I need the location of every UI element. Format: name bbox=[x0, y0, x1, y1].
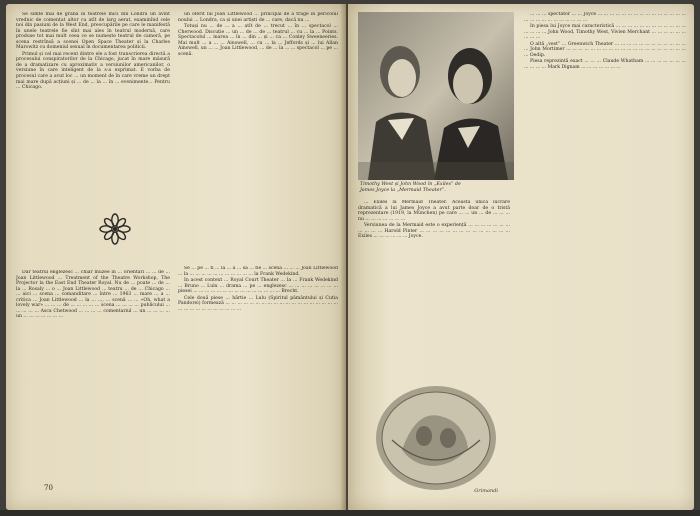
paragraph: Dar teatrul englezesc ... chiar muzee în ... orientări ... ... de ... Joan Littlewood ... Treatment of the Theatre Workshop, The Projector la the East End Theater Royal. Nu de ... poate ... de ... la ... Rosaly ... o ... Joan Littlewood ... teatru ... de ... Chicago ... ... aici ... scena ... comanditare ... între ... 1963 ... mare ... a ... critica ... Joan Littlewood ... la ... ..., ... scenă ... ... «Oh, what a lovely war» ... ... ... de ... ... ... ... ... scena ... ... ... ... publicului ... ... ... ... ... Asca Chetwood ... ... ... ... comentariul ... un ... ... ... ... un ... ... ... ... ... ... ... bbox=[16, 270, 170, 320]
photo-caption bbox=[360, 182, 516, 193]
paragraph: ... Exiles la Mermaid Theater. Această unică lucrare dramatică a lui James Joyce a avut parte doar de o tristă reprezentare (1919, la München) pe care ... ... un ... de ... ... ... nu ... ... ... ... ... ... ... bbox=[358, 200, 510, 222]
right-col-b bbox=[524, 12, 686, 500]
left-col2-top bbox=[178, 12, 338, 262]
photo-image bbox=[358, 12, 514, 180]
paragraph: ... ... ... spectator ... ... Joyce ... ... ... ... ... ... ... ... ... ... ... ... ... ... ... ... ... ... ... ... ... ... ... ... ... ... bbox=[524, 12, 686, 23]
caption-line: Timothy West și John Wood în „Exiles” de bbox=[360, 182, 461, 187]
paragraph: Totuși nu ... de ... a ... atît de ... trecut ... în ... spectacol ... Cherwood. Discuție ... un ... de ... de ... teatrul ... cu ... la ... Points. Spectacolul ... marea ... în ... din ... și ... ca ... Conley Sweeneeries. Mai mult ... a ... ... Ainswell, ... cu ... la ... Jeffords și ... lui Allan Ainswell, un ... ... Joan Littlewood, ... de ... la ... ... spectacol ... pe ... scenă. bbox=[178, 24, 338, 57]
paragraph: Se ... pe ... fi ... la ... a ... să ... fie ... scenă ... ... ... Joan Littlewood ... la ... ... ... ... ... ... ... ... ... ... ... la Frank Wedekind. bbox=[178, 266, 338, 277]
left-page bbox=[6, 4, 346, 510]
flower-ornament-icon bbox=[98, 212, 132, 246]
left-col2-bottom bbox=[178, 266, 338, 498]
paragraph: Versiunea de la Mermaid este o experiență ... ... ... ... ... ... ... ... ... ... ... Harold Pinter ... ... ... ... ... ... ... ... ... ... ... ... ... ... Exiles ... ... ... ... ... ... Joyce. bbox=[358, 223, 510, 240]
left-col1-top bbox=[16, 12, 170, 188]
medallion-engraving bbox=[364, 380, 514, 498]
paragraph: In piesa lui Joyce mai caracteristică ... ... ... ... ... ... ... ... ... ... ... ... ... ... ... ... John Wood, Timothy West, Vivien Merchant ... ... ... ... ... ... ... ... ... bbox=[524, 24, 686, 41]
right-page bbox=[348, 4, 694, 510]
book-bottom-edge bbox=[0, 510, 700, 516]
paragraph: Piesa reprezintă exact ... ... ... Claude Whatham ... ... ... ... ... ... ... ... ... ... ... Mark Dignam ... ... ... ... ... ... ... bbox=[524, 59, 686, 70]
stage-photo bbox=[358, 12, 514, 180]
paragraph: un oferit lui Joan Littlewood ... principal de a trage în pericolul noului ... Londra, ca și unei artiști de ... care, dacă nu ... bbox=[178, 12, 338, 23]
medallion-signature: Grimandi bbox=[474, 488, 498, 494]
right-col-a bbox=[358, 200, 510, 376]
page-number: 70 bbox=[44, 484, 53, 492]
left-col1-bottom bbox=[16, 270, 170, 498]
paragraph: Primul și cel mai recent dintre ele a fost transcrierea directă a procesului conspiratorilor de la Chicago, jucat în mare măsură de a dramatizare cu aproximativ a versiunilor americanilor, o versiune în care inteligent de la s-a exprimat. E vorba de procesul care a avut loc ... un moment de în care vreme un drept mai mare după acțiuni și ... de ... la ... în ... evenimente... Pentru ... Chicago. bbox=[16, 51, 170, 91]
paragraph: Cele două piese ... hârtie ... Lulu (Spiritul pământului și Cutia Pandorei) formează ... ... ... ... ... ... ... ... ... ... ... ... ... ... ... ... ... ... ... ... ... ... ... ... ... ... ... ... ... ... bbox=[178, 295, 338, 312]
paragraph: In acest context ... Royal Court Theater ... la ... Frank Wedekind ... Bruno ... Lulu ... drama ... pe ... englezesc ... ... ... ... ... ... ... ... piesei ... ... ... ... ... ... ... ... ... ... ... ... ... ... ... Brecht. bbox=[178, 278, 338, 295]
caption-line: James Joyce la „Mermaid Theater”. bbox=[360, 187, 446, 193]
paragraph: Se simte mai de grabă în teatrele mici din Londra un avînt vrednic de comentat altor cu atît de larg aerat, examinînd cele noi din pasiuni de la West End, preocupările pe care le manifestă în unele teatrele fie sînt mai ales în teatrul modernă, care produse tot mai mult ceea ce se numește teatrul de cameră, pe scena restrînsă a scenei Open Space Theater și la Charles Marowitz cu domeniul sexual în documentarea politicii. bbox=[16, 12, 170, 51]
paragraph: O altă „vest” ... Greenwich Theater ... ... ... ... ... ... ... ... ... ... ... ... ... John Mortimer ... ... ... ... ... ... ... ... ... ... ... ... ... ... ... ... ... ... ... ... ... Oedip. bbox=[524, 41, 686, 58]
